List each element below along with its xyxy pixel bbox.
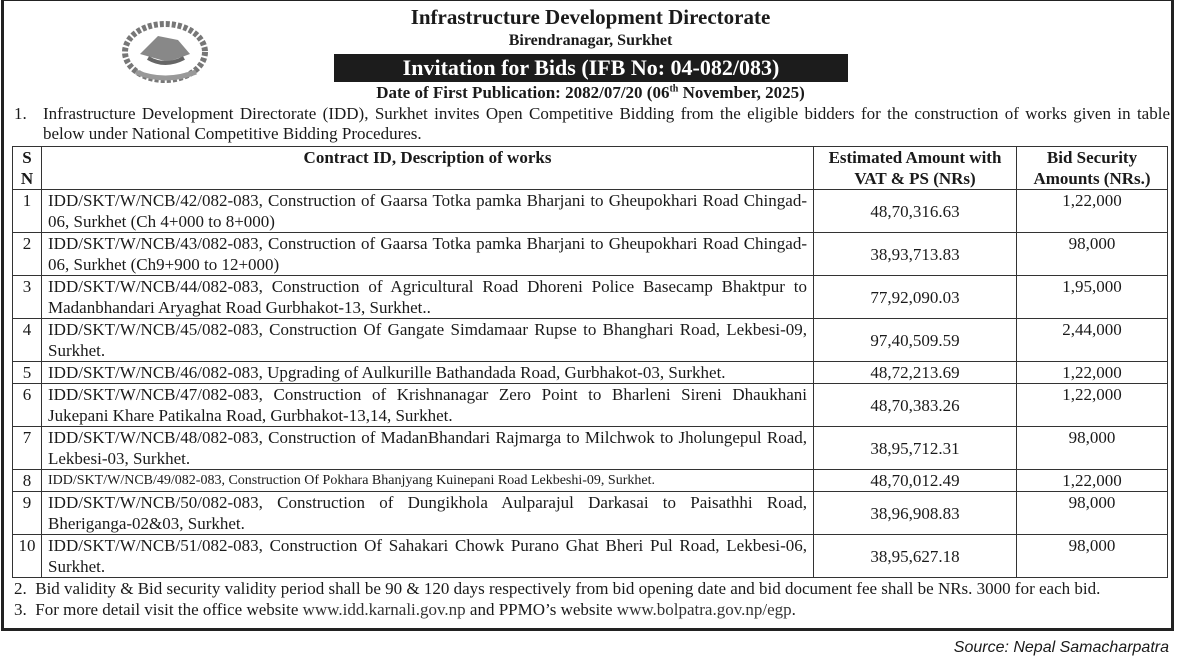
notice-body [12,104,1170,620]
row-bid-security: 1,95,000 [1017,276,1168,319]
table-row [13,362,1168,384]
header-amount: Estimated Amount with VAT & PS (NRs) [814,147,1017,190]
table-row [13,427,1168,470]
header-description: Contract ID, Description of works [42,147,814,190]
row-bid-security: 98,000 [1017,492,1168,535]
row-description: IDD/SKT/W/NCB/42/082-083, Construction of Gaarsa Totka pamka Bharjani to Gheupokhari Road Chingad-06, Surkhet (Ch 4+000 to 8+000) [42,190,814,233]
row-estimated-amount: 38,95,627.18 [814,535,1017,578]
org-title: Infrastructure Development Directorate [410,5,771,29]
row-description: IDD/SKT/W/NCB/46/082-083, Upgrading of Aulkurille Bathandada Road, Gurbhakot-03, Surkhet. [42,362,814,384]
ppmo-website-link[interactable]: www.bolpatra.gov.np/egp [616,600,792,619]
row-description: IDD/SKT/W/NCB/45/082-083, Construction Of Gangate Simdamaar Rupse to Bhanghari Road, Lekbesi-09, Surkhet. [42,319,814,362]
row-description: IDD/SKT/W/NCB/43/082-083, Construction of Gaarsa Totka pamka Bharjani to Gheupokhari Road Chingad-06, Surkhet (Ch9+900 to 12+000) [42,233,814,276]
table-row [13,319,1168,362]
row-estimated-amount: 48,72,213.69 [814,362,1017,384]
header-security: Bid Security Amounts (NRs.) [1017,147,1168,190]
publication-date: Date of First Publication: 2082/07/20 (06th November, 2025) [376,83,805,102]
row-sn: 2 [13,233,42,276]
org-location: Birendranagar, Surkhet [508,32,673,49]
row-estimated-amount: 48,70,012.49 [814,470,1017,492]
header-sn: S N [13,147,42,190]
table-row [13,384,1168,427]
row-sn: 7 [13,427,42,470]
row-description: IDD/SKT/W/NCB/50/082-083, Construction of Dungikhola Aulparajul Darkasai to Paisathhi Road, Bheriganga-02&03, Surkhet. [42,492,814,535]
row-sn: 10 [13,535,42,578]
row-sn: 1 [13,190,42,233]
row-sn: 3 [13,276,42,319]
row-estimated-amount: 77,92,090.03 [814,276,1017,319]
note-more-detail: 3. For more detail visit the office website www.idd.karnali.gov.np and PPMO’s website www.bolpatra.gov.np/egp. [14,600,796,619]
row-estimated-amount: 97,40,509.59 [814,319,1017,362]
row-sn: 6 [13,384,42,427]
row-bid-security: 98,000 [1017,233,1168,276]
row-estimated-amount: 38,96,908.83 [814,492,1017,535]
table-row [13,233,1168,276]
table-row [13,470,1168,492]
row-estimated-amount: 38,95,712.31 [814,427,1017,470]
row-description: IDD/SKT/W/NCB/44/082-083, Construction of Agricultural Road Dhoreni Police Basecamp Bhaktpur to Madanbhandari Aryaghat Road Gurbhakot-13, Surkhet.. [42,276,814,319]
works-table [12,146,1168,578]
row-bid-security: 98,000 [1017,427,1168,470]
row-bid-security: 2,44,000 [1017,319,1168,362]
note-bid-validity: 2. Bid validity & Bid security validity period shall be 90 & 120 days respectively from bid opening date and bid document fee shall be NRs. 3000 for each bid. [14,579,1101,598]
row-bid-security: 1,22,000 [1017,362,1168,384]
table-row [13,492,1168,535]
ifb-title: Invitation for Bids (IFB No: 04-082/083) [334,54,848,82]
row-sn: 5 [13,362,42,384]
row-sn: 9 [13,492,42,535]
table-row [13,276,1168,319]
table-header-row [13,147,1168,190]
row-description: IDD/SKT/W/NCB/51/082-083, Construction Of Sahakari Chowk Purano Ghat Bheri Pul Road, Lekbesi-06, Surkhet. [42,535,814,578]
row-sn: 8 [13,470,42,492]
source-credit: Source: Nepal Samacharpatra [953,639,1169,656]
row-estimated-amount: 48,70,383.26 [814,384,1017,427]
table-row [13,190,1168,233]
idd-website-link[interactable]: www.idd.karnali.gov.np [302,600,466,619]
row-estimated-amount: 48,70,316.63 [814,190,1017,233]
row-bid-security: 1,22,000 [1017,470,1168,492]
row-description: IDD/SKT/W/NCB/49/082-083, Construction Of Pokhara Bhanjyang Kuinepani Road Lekbeshi-09, Surkhet. [42,470,814,492]
row-description: IDD/SKT/W/NCB/47/082-083, Construction of Krishnanagar Zero Point to Bharleni Sireni Dhaukhani Jukepani Khare Patikalna Road, Gurbhakot-13,14, Surkhet. [42,384,814,427]
row-estimated-amount: 38,93,713.83 [814,233,1017,276]
row-bid-security: 1,22,000 [1017,190,1168,233]
intro-paragraph: 1. Infrastructure Development Directorate (IDD), Surkhet invites Open Competitive Bidding from the eligible bidders for the construction of works given in table below under National Competitive Bidding Procedures. [14,104,1170,143]
row-bid-security: 1,22,000 [1017,384,1168,427]
row-bid-security: 98,000 [1017,535,1168,578]
row-sn: 4 [13,319,42,362]
table-row [13,535,1168,578]
row-description: IDD/SKT/W/NCB/48/082-083, Construction of MadanBhandari Rajmarga to Milchwok to Jholungepul Road, Lekbesi-03, Surkhet. [42,427,814,470]
